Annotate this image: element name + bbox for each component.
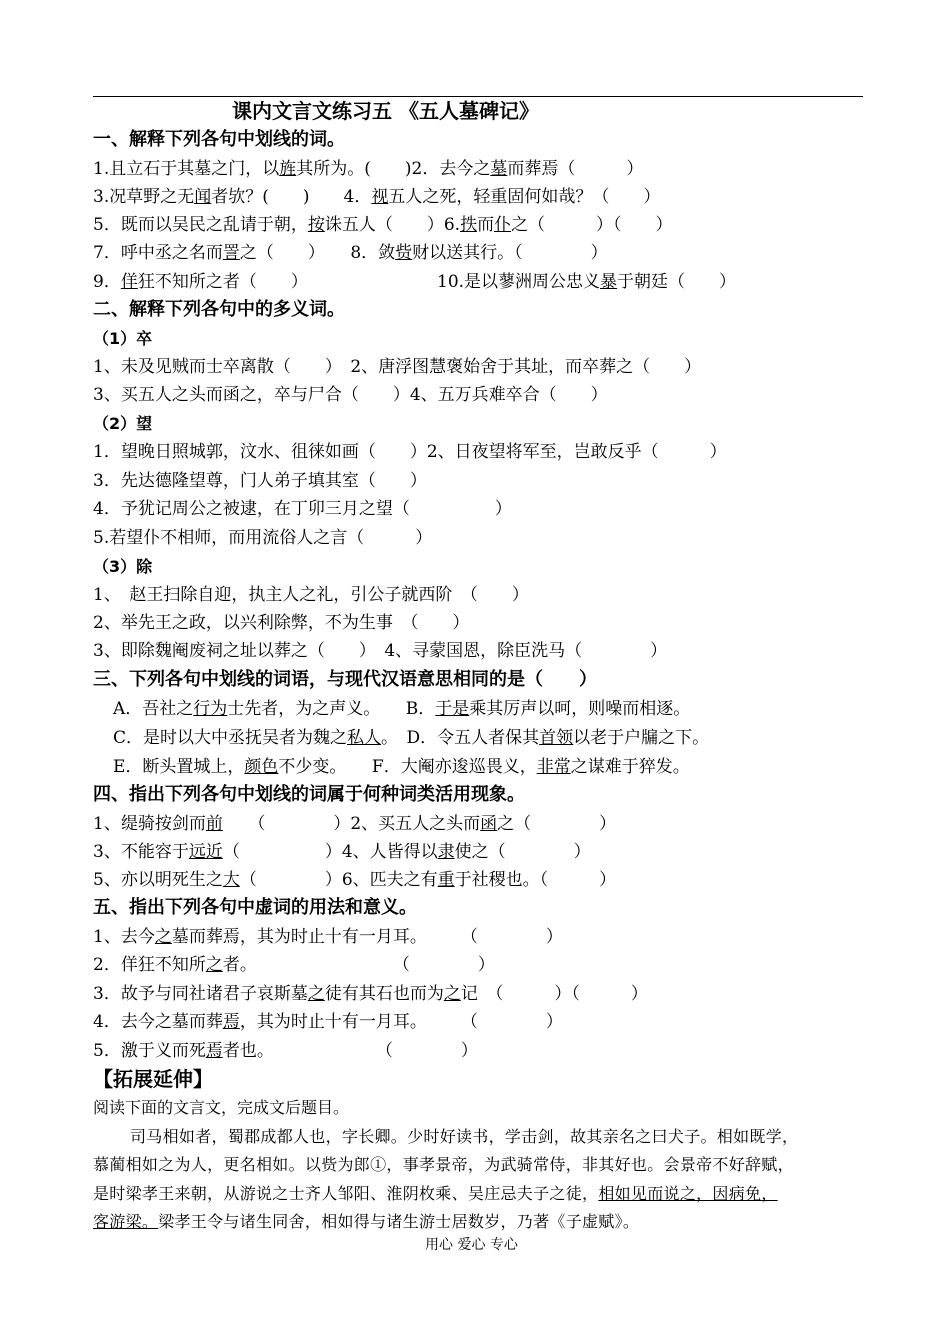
- s3-option-ef: E．断头置城上，颜色不少变。 F．大阉亦逡巡畏义，非常之谋难于猝发。: [113, 757, 690, 777]
- s1-line-3: 5．既而以吴民之乱请于朝，按诛五人（ ）6.抶而仆之（ ）（ ）: [93, 215, 673, 235]
- underlined-word: 按: [307, 215, 325, 235]
- underlined-word: 于是: [435, 699, 470, 719]
- s5-line-1: 1、去今之墓而葬焉，其为时止十有一月耳。 （ ）: [93, 927, 563, 947]
- s2-g2-line-3: 4．予犹记周公之被逮，在丁卯三月之望（ ）: [93, 499, 512, 519]
- underlined-word: 首领: [539, 728, 574, 748]
- page-title: 课内文言文练习五 《五人墓碑记》: [232, 99, 539, 123]
- passage-line-4: 客游梁。梁孝王令与诸生同舍，相如得与诸生游士居数岁，乃著《子虚赋》。: [93, 1212, 640, 1231]
- section-4-heading: 四、指出下列各句中划线的词属于何种词类活用现象。: [93, 784, 525, 805]
- s5-line-2: 2．佯狂不知所之者。 （ ）: [93, 955, 495, 975]
- underlined-word: 远近: [188, 842, 223, 862]
- s2-g3-line-2: 2、举先王之政，以兴利除弊，不为生事 （ ）: [93, 613, 470, 633]
- passage-line-1: 司马相如者，蜀郡成都人也，字长卿。少时好读书，学击剑，故其亲名之曰犬子。相如既学，: [130, 1127, 799, 1146]
- passage-line-3: 是时梁孝王来朝，从游说之士齐人邹阳、淮阴枚乘、吴庄忌夫子之徒，相如见而说之，因病免，: [93, 1184, 778, 1203]
- s5-line-3: 3．故予与同社诸君子哀斯墓之徒有其石也而为之记 （ ）（ ）: [93, 984, 648, 1004]
- underlined-word: 隶: [437, 842, 455, 862]
- underlined-word: 佯: [120, 272, 138, 292]
- s4-line-1: 1、缇骑按剑而前 （ ）2、买五人之头而函之（ ）: [93, 814, 617, 834]
- s1-line-4: 7．呼中丞之名而詈之（ ） 8．敛赀财以送其行。（ ）: [93, 243, 608, 263]
- s2-g2-line-4: 5.若望仆不相师，而用流俗人之言（ ）: [93, 528, 433, 548]
- underlined-word: 颜色: [244, 757, 279, 777]
- section-3-heading: 三、下列各句中划线的词语，与现代汉语意思相同的是（ ）: [93, 669, 597, 690]
- underlined-word: 之: [443, 984, 461, 1004]
- s3-option-cd: C．是时以大中丞抚吴者为魏之私人。 D．令五人者保其首领以老于户牖之下。: [113, 728, 710, 748]
- s4-line-2: 3、不能容于远近（ ）4、人皆得以隶使之（ ）: [93, 842, 591, 862]
- underlined-word: 行为: [193, 699, 228, 719]
- underlined-word: 私人: [347, 728, 382, 748]
- underlined-sentence: 相如见而说之，因病免，: [598, 1184, 778, 1203]
- s5-line-5: 5．激于义而死焉者也。 （ ）: [93, 1041, 478, 1061]
- s4-line-3: 5、亦以明死生之大（ ）6、匹夫之有重于社稷也。（ ）: [93, 870, 617, 890]
- passage-line-2: 慕蔺相如之为人，更名相如。以赀为郎①，事孝景帝，为武骑常侍，非其好也。会景帝不好辞赋，: [93, 1155, 794, 1174]
- s3-option-ab: A．吾社之行为士先者，为之声义。 B．于是乘其厉声以呵，则噪而相逐。: [113, 699, 691, 719]
- underlined-word: 之: [205, 955, 223, 975]
- underlined-word: 重: [437, 870, 455, 890]
- s2-g2-line-1: 1．望晚日照城郭，汶水、徂徕如画（ ）2、日夜望将军至，岂敢反乎（ ）: [93, 442, 727, 462]
- s2-g3-line-1: 1、 赵王扫除自迎，执主人之礼，引公子就西阶 （ ）: [93, 585, 529, 605]
- underlined-word: 非常: [536, 757, 571, 777]
- underlined-word: 旌: [279, 159, 297, 179]
- group-2-label: （2）望: [93, 414, 153, 433]
- underlined-word: 暴: [600, 272, 618, 292]
- section-2-heading: 二、解释下列各句中的多义词。: [93, 299, 345, 320]
- underlined-word: 赀: [395, 243, 413, 263]
- section-5-heading: 五、指出下列各句中虚词的用法和意义。: [93, 897, 417, 918]
- s1-line-5-right: 10.是以蓼洲周公忠义暴于朝廷（ ）: [437, 272, 737, 292]
- underlined-word: 函: [480, 814, 498, 834]
- section-1-heading: 一、解释下列各句中划线的词。: [93, 129, 345, 150]
- top-rule: [93, 96, 863, 97]
- s1-line-2: 3.况草野之无闻者欤？( ) 4．视五人之死，轻重固何如哉？（ ）: [93, 187, 661, 207]
- group-3-label: （3）除: [93, 557, 153, 576]
- underlined-word: 焉: [222, 1012, 240, 1032]
- underlined-word: 闻: [194, 187, 212, 207]
- s1-line-5: 9．佯狂不知所之者（ ）: [93, 272, 308, 292]
- underlined-word: 大: [222, 870, 240, 890]
- s2-g3-line-3: 3、即除魏阉废祠之址以葬之（ ） 4、寻蒙国恩，除臣洗马（ ）: [93, 641, 668, 661]
- s2-g2-line-2: 3．先达德隆望尊，门人弟子填其室（ ）: [93, 471, 427, 491]
- s1-line-1: 1.且立石于其墓之门，以旌其所为。( )2．去今之墓而葬焉（ ）: [93, 159, 644, 179]
- extension-intro: 阅读下面的文言文，完成文后题目。: [93, 1098, 350, 1117]
- group-1-label: （1）卒: [93, 329, 153, 348]
- underlined-sentence: 客游梁。: [93, 1212, 159, 1231]
- s5-line-4: 4．去今之墓而葬焉，其为时止十有一月耳。 （ ）: [93, 1012, 563, 1032]
- underlined-word: 之: [307, 984, 325, 1004]
- page-footer: 用心 爱心 专心: [425, 1237, 518, 1253]
- s2-g1-line-2: 3、买五人之头而函之，卒与尸合（ ）4、五万兵难卒合（ ）: [93, 385, 608, 405]
- underlined-word: 抶: [460, 215, 478, 235]
- extension-heading: 【拓展延伸】: [93, 1067, 213, 1091]
- s2-g1-line-1: 1、未及见贼而士卒离散（ ） 2、唐浮图慧褒始舍于其址，而卒葬之（ ）: [93, 357, 702, 377]
- underlined-word: 詈: [222, 243, 240, 263]
- underlined-word: 焉: [205, 1041, 223, 1061]
- underlined-word: 仆: [494, 215, 512, 235]
- underlined-word: 墓: [490, 159, 508, 179]
- underlined-word: 之: [154, 927, 172, 947]
- underlined-word: 前: [205, 814, 223, 834]
- underlined-word: 视: [371, 187, 389, 207]
